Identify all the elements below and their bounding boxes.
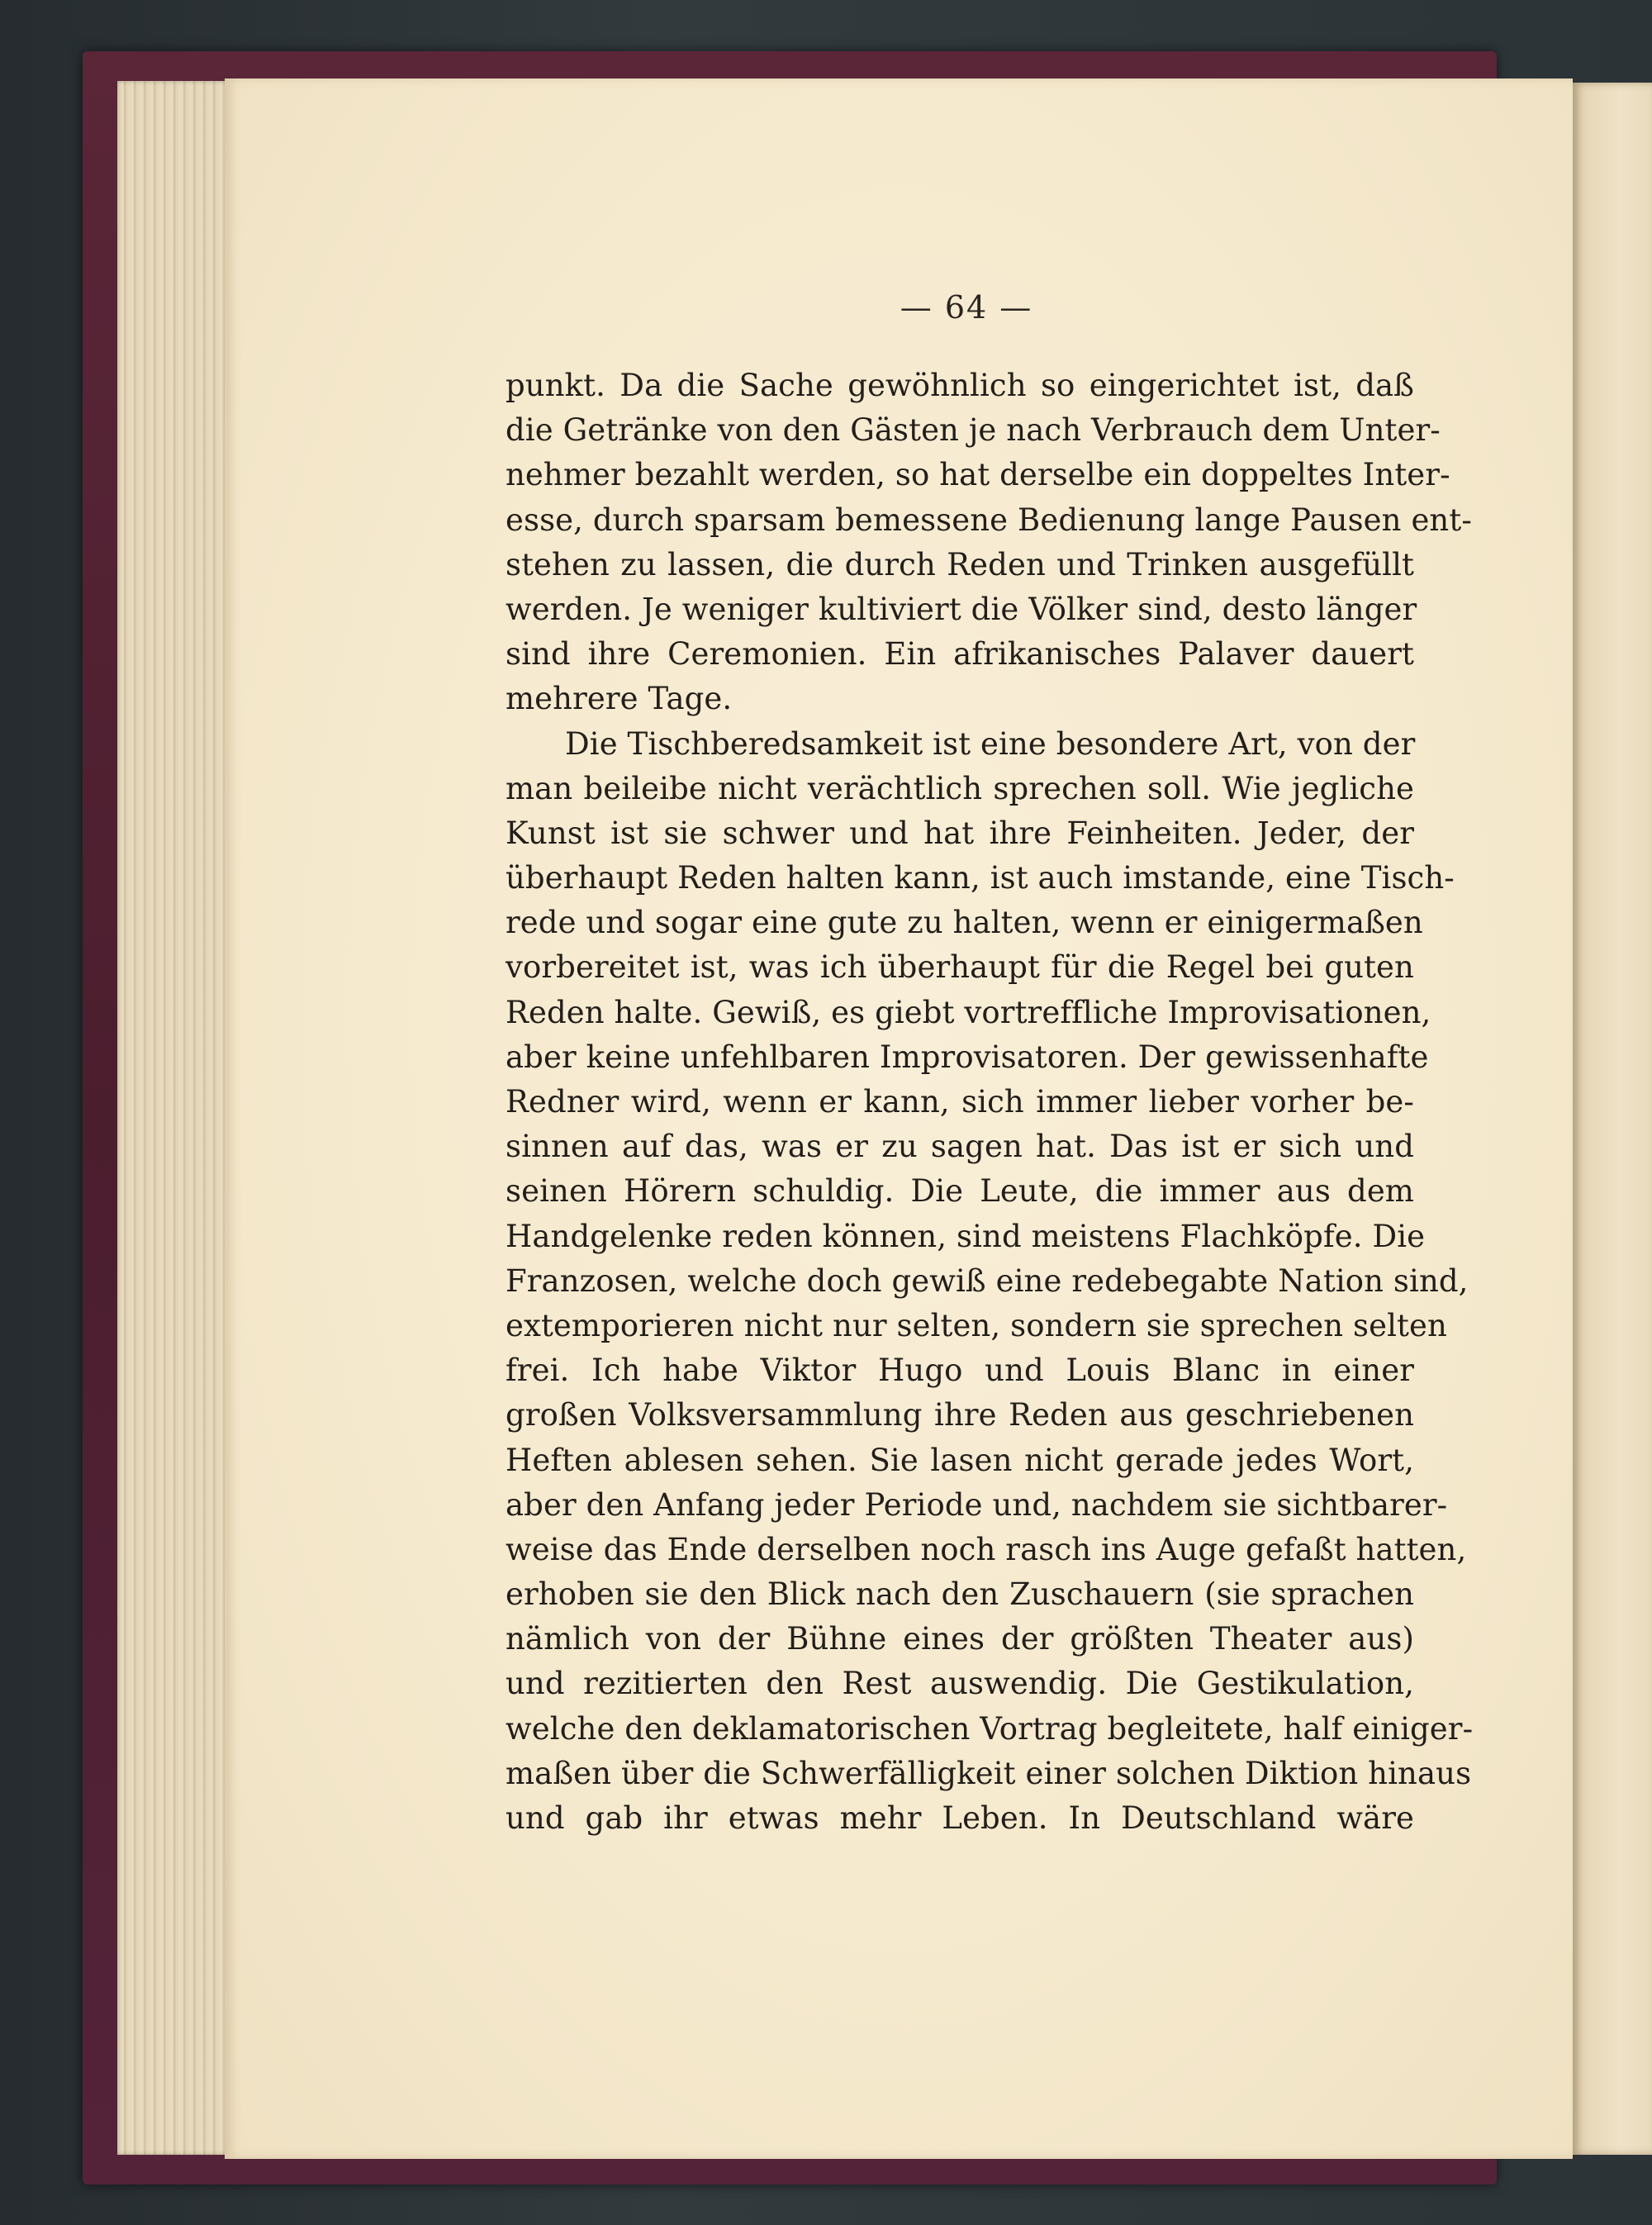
text-line: aber den Anfang jeder Periode und, nachdem sie sichtbarer- bbox=[506, 1486, 1448, 1523]
page-number: — 64 — bbox=[900, 289, 1033, 326]
text-line: sinnen auf das, was er zu sagen hat. Das ist er sich und bbox=[506, 1129, 1414, 1165]
text-line: und gab ihr etwas mehr Leben. In Deutschland wäre bbox=[506, 1800, 1414, 1836]
text-line: welche den deklamatorischen Vortrag begleitete, half einiger- bbox=[506, 1710, 1474, 1747]
text-line: überhaupt Reden halten kann, ist auch imstande, eine Tisch- bbox=[506, 860, 1455, 896]
text-line: mehrere Tage. bbox=[506, 681, 733, 717]
text-line: Handgelenke reden können, sind meistens Flachköpfe. Die bbox=[506, 1218, 1426, 1254]
text-line: seinen Hörern schuldig. Die Leute, die immer aus dem bbox=[506, 1173, 1414, 1210]
text-line: Reden halte. Gewiß, es giebt vortreffliche Improvisationen, bbox=[506, 994, 1431, 1030]
text-line: weise das Ende derselben noch rasch ins Auge gefaßt hatten, bbox=[506, 1531, 1467, 1567]
text-line: extemporieren nicht nur selten, sondern sie sprechen selten bbox=[506, 1307, 1447, 1343]
text-line: großen Volksversammlung ihre Reden aus geschriebenen bbox=[506, 1397, 1414, 1433]
text-line: nehmer bezahlt werden, so hat derselbe ein doppeltes Inter- bbox=[506, 457, 1450, 493]
text-line: frei. Ich habe Viktor Hugo und Louis Blanc in einer bbox=[506, 1353, 1414, 1389]
page-edges bbox=[117, 81, 233, 2155]
text-line: Kunst ist sie schwer und hat ihre Feinheiten. Jeder, der bbox=[506, 815, 1414, 851]
text-line: esse, durch sparsam bemessene Bedienung lange Pausen ent- bbox=[506, 502, 1472, 538]
text-line: rede und sogar eine gute zu halten, wenn er einigermaßen bbox=[506, 905, 1423, 941]
text-line: Heften ablesen sehen. Sie lasen nicht gerade jedes Wort, bbox=[506, 1442, 1414, 1478]
text-line: vorbereitet ist, was ich überhaupt für die Regel bei guten bbox=[506, 949, 1414, 986]
text-line: Franzosen, welche doch gewiß eine redebegabte Nation sind, bbox=[506, 1262, 1469, 1299]
text-line: maßen über die Schwerfälligkeit einer solchen Diktion hinaus bbox=[506, 1755, 1472, 1791]
text-line: aber keine unfehlbaren Improvisatoren. Der gewissenhafte bbox=[506, 1039, 1429, 1075]
text-line: stehen zu lassen, die durch Reden und Trinken ausgefüllt bbox=[506, 546, 1414, 582]
text-line: nämlich von der Bühne eines der größten Theater aus) bbox=[506, 1621, 1414, 1657]
text-line: man beileibe nicht verächtlich sprechen soll. Wie jegliche bbox=[506, 770, 1414, 806]
text-line: und rezitierten den Rest auswendig. Die Gestikulation, bbox=[506, 1666, 1414, 1702]
body-text bbox=[506, 364, 1474, 1841]
facing-page-edge bbox=[1573, 83, 1652, 2155]
text-line: die Getränke von den Gästen je nach Verbrauch dem Unter- bbox=[506, 412, 1441, 449]
text-line: Redner wird, wenn er kann, sich immer lieber vorher be- bbox=[506, 1084, 1414, 1120]
text-line: Die Tischberedsamkeit ist eine besondere Art, von der bbox=[565, 725, 1416, 762]
text-line: sind ihre Ceremonien. Ein afrikanisches Palaver dauert bbox=[506, 636, 1414, 673]
text-line: punkt. Da die Sache gewöhnlich so eingerichtet ist, daß bbox=[506, 368, 1414, 403]
text-line: erhoben sie den Blick nach den Zuschauern (sie sprachen bbox=[506, 1576, 1414, 1613]
text-line: werden. Je weniger kultiviert die Völker sind, desto länger bbox=[506, 591, 1417, 627]
